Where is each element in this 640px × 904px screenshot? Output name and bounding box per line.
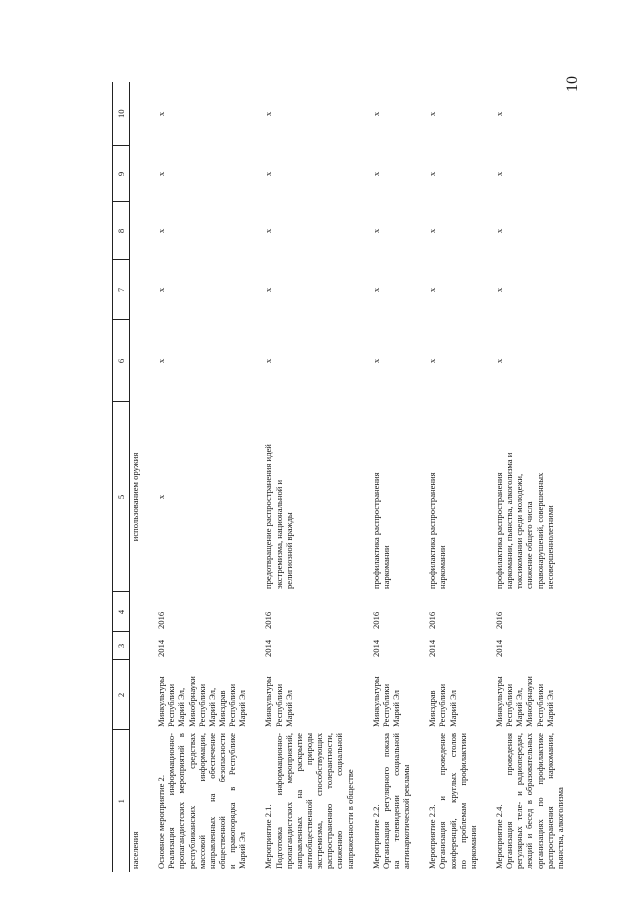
column-header: 4	[113, 592, 130, 632]
cell-line: профилактика распространения	[493, 472, 504, 589]
table-body	[130, 82, 579, 872]
cell-line: токсикомании среди молодежи,	[514, 473, 525, 589]
cell-line: Мероприятие 2.2.	[370, 804, 381, 869]
start-year-cell: 2014	[263, 639, 274, 657]
cell-line: Минкультуры	[493, 676, 504, 727]
x-mark-cell: x	[263, 228, 274, 234]
end-year-cell: 2016	[427, 611, 438, 629]
x-mark-cell: x	[427, 287, 438, 293]
cell-line: антинаркотической рекламы	[401, 764, 412, 869]
table-row	[492, 82, 579, 872]
x-mark-cell: x	[156, 171, 167, 177]
cell-line: наркомании, пьянства, алкоголизма и	[504, 452, 515, 589]
executor-cell	[492, 660, 579, 730]
activity-name-cell	[425, 730, 492, 872]
cell-line: Республики	[196, 683, 207, 727]
cell-line: и правопорядка в Республике	[227, 733, 238, 869]
cell-line: Минздрав	[216, 690, 227, 727]
table-row	[369, 82, 426, 872]
cell-line: профилактика распространения	[370, 472, 381, 589]
cell-line: Организация регулярного показа	[380, 733, 391, 869]
cell-line: распространению толерантности,	[324, 733, 335, 869]
x-mark-cell: x	[156, 287, 167, 293]
x-mark-cell: x	[263, 358, 274, 364]
start-year-cell: 2014	[427, 639, 438, 657]
cell-line: снижению социальной	[334, 733, 345, 869]
column-header: 5	[113, 402, 130, 592]
cell-line: организациях по профилактике	[534, 733, 545, 869]
executor-cell	[425, 660, 492, 730]
cell-line: x	[156, 494, 167, 500]
cell-line: Республики	[380, 683, 391, 727]
cell-line: Марий Эл,	[206, 687, 217, 727]
cell-line: Минобрнауки	[524, 676, 535, 727]
cell-line: общественной безопасности	[216, 733, 227, 869]
page-number: 10	[564, 76, 581, 92]
cell-line: направленных на раскрытие	[293, 733, 304, 869]
cell-line: Республики	[227, 683, 238, 727]
cell-line: Республики	[534, 683, 545, 727]
cell-line: экстремизма, способствующих	[314, 733, 325, 869]
cell-line: Минкультуры	[263, 676, 274, 727]
cell-line: Реализация информационно-	[166, 733, 177, 869]
cell-line: Минздрав	[427, 690, 438, 727]
x-mark-cell: x	[493, 358, 504, 364]
cell-line: пропагандистских мероприятий в	[176, 733, 187, 869]
activity-name-cell	[369, 730, 426, 872]
expected-result-cell	[425, 402, 492, 592]
column-header: 2	[113, 660, 130, 730]
x-mark-cell: x	[427, 171, 438, 177]
cell-line: по проблемам профилактики	[457, 733, 468, 869]
start-year-cell: 2014	[370, 639, 381, 657]
cell-line: Организация и проведение	[437, 733, 448, 869]
cell-line: Минкультуры	[156, 676, 167, 727]
cell-line: направленных на обеспечение	[206, 733, 217, 869]
cell-line: Республики	[273, 683, 284, 727]
table-row	[261, 82, 368, 872]
cell-line: Марий Эл	[447, 690, 458, 727]
column-header: 9	[113, 146, 130, 202]
executor-cell	[369, 660, 426, 730]
continuation-cell-col1: населения	[130, 831, 140, 869]
cell-line: наркомании	[437, 545, 448, 589]
cell-line: Минкультуры	[370, 676, 381, 727]
cell-line: несовершеннолетними	[544, 505, 555, 589]
table-row	[425, 82, 492, 872]
cell-line: на телевидении социальной	[390, 733, 401, 869]
continuation-cell-col5: использованием оружия	[130, 452, 140, 542]
end-year-cell: 2016	[370, 611, 381, 629]
x-mark-cell: x	[427, 358, 438, 364]
cell-line: Марий Эл,	[514, 687, 525, 727]
cell-line: Мероприятие 2.1.	[263, 804, 274, 869]
cell-line: Марий Эл	[544, 690, 555, 727]
cell-line: антиобщественной природы	[303, 733, 314, 869]
cell-line: Организация проведения	[504, 733, 515, 869]
cell-line: Минобрнауки	[186, 676, 197, 727]
expected-result-cell	[492, 402, 579, 592]
x-mark-cell: x	[370, 111, 381, 117]
cell-line: Марий Эл	[237, 832, 248, 869]
cell-line: напряженности в обществе	[344, 769, 355, 869]
end-year-cell: 2016	[156, 611, 167, 629]
x-mark-cell: x	[493, 171, 504, 177]
x-mark-cell: x	[156, 228, 167, 234]
cell-line: регулярных теле- и радиопередач,	[514, 733, 525, 869]
end-year-cell: 2016	[263, 611, 274, 629]
activity-name-cell	[492, 730, 579, 872]
cell-line: конференций, круглых столов	[447, 733, 458, 869]
activity-name-cell	[150, 730, 261, 872]
cell-line: пропагандистских мероприятий,	[283, 733, 294, 869]
expected-result-cell	[261, 402, 368, 592]
executor-cell	[261, 660, 368, 730]
x-mark-cell: x	[370, 358, 381, 364]
cell-line: Республики	[166, 683, 177, 727]
table-row	[150, 82, 261, 872]
expected-result-cell	[150, 402, 261, 592]
expected-result-cell	[369, 402, 426, 592]
x-mark-cell: x	[263, 171, 274, 177]
activity-name-cell	[261, 730, 368, 872]
executor-cell	[150, 660, 261, 730]
start-year-cell: 2014	[156, 639, 167, 657]
column-header: 3	[113, 632, 130, 660]
cell-line: Республики	[504, 683, 515, 727]
cell-line: Марий Эл	[237, 690, 248, 727]
cell-line: Мероприятие 2.3.	[427, 804, 438, 869]
x-mark-cell: x	[263, 111, 274, 117]
cell-line: Основное мероприятие 2.	[156, 775, 167, 869]
cell-line: наркомании	[467, 825, 478, 869]
x-mark-cell: x	[370, 171, 381, 177]
start-year-cell: 2014	[493, 639, 504, 657]
column-header: 7	[113, 260, 130, 320]
x-mark-cell: x	[156, 358, 167, 364]
x-mark-cell: x	[370, 228, 381, 234]
cell-line: религиозной вражды	[283, 512, 294, 589]
cell-line: пьянства, алкоголизма	[554, 787, 565, 869]
cell-line: правонарушений, совершенных	[534, 472, 545, 589]
rotated-table-container	[112, 82, 565, 872]
column-header: 8	[113, 202, 130, 260]
x-mark-cell: x	[427, 111, 438, 117]
cell-line: Марий Эл	[390, 690, 401, 727]
cell-line: массовой информации,	[196, 733, 207, 869]
end-year-cell: 2016	[493, 611, 504, 629]
program-activities-table	[112, 82, 579, 872]
cell-line: распространения наркомании,	[544, 733, 555, 869]
cell-line: профилактика распространения	[427, 472, 438, 589]
column-header: 1	[113, 730, 130, 872]
continuation-row	[130, 82, 151, 872]
cell-line: Подготовка информационно-	[273, 733, 284, 869]
cell-line: Республики	[437, 683, 448, 727]
cell-line: предотвращение распространения идей	[263, 444, 274, 589]
x-mark-cell: x	[156, 111, 167, 117]
cell-line: Мероприятие 2.4.	[493, 804, 504, 869]
column-header: 10	[113, 82, 130, 146]
x-mark-cell: x	[427, 228, 438, 234]
x-mark-cell: x	[370, 287, 381, 293]
x-mark-cell: x	[263, 287, 274, 293]
cell-line: снижение общего числа	[524, 501, 535, 589]
cell-line: наркомании	[380, 545, 391, 589]
x-mark-cell: x	[493, 287, 504, 293]
x-mark-cell: x	[493, 228, 504, 234]
header-row	[113, 82, 130, 872]
cell-line: лекций и бесед в образовательных	[524, 733, 535, 869]
x-mark-cell: x	[493, 111, 504, 117]
cell-line: экстремизма, национальной и	[273, 479, 284, 589]
cell-line: Марий Эл,	[176, 687, 187, 727]
cell-line: республиканских средствах	[186, 733, 197, 869]
cell-line: Марий Эл	[283, 690, 294, 727]
column-header: 6	[113, 320, 130, 402]
